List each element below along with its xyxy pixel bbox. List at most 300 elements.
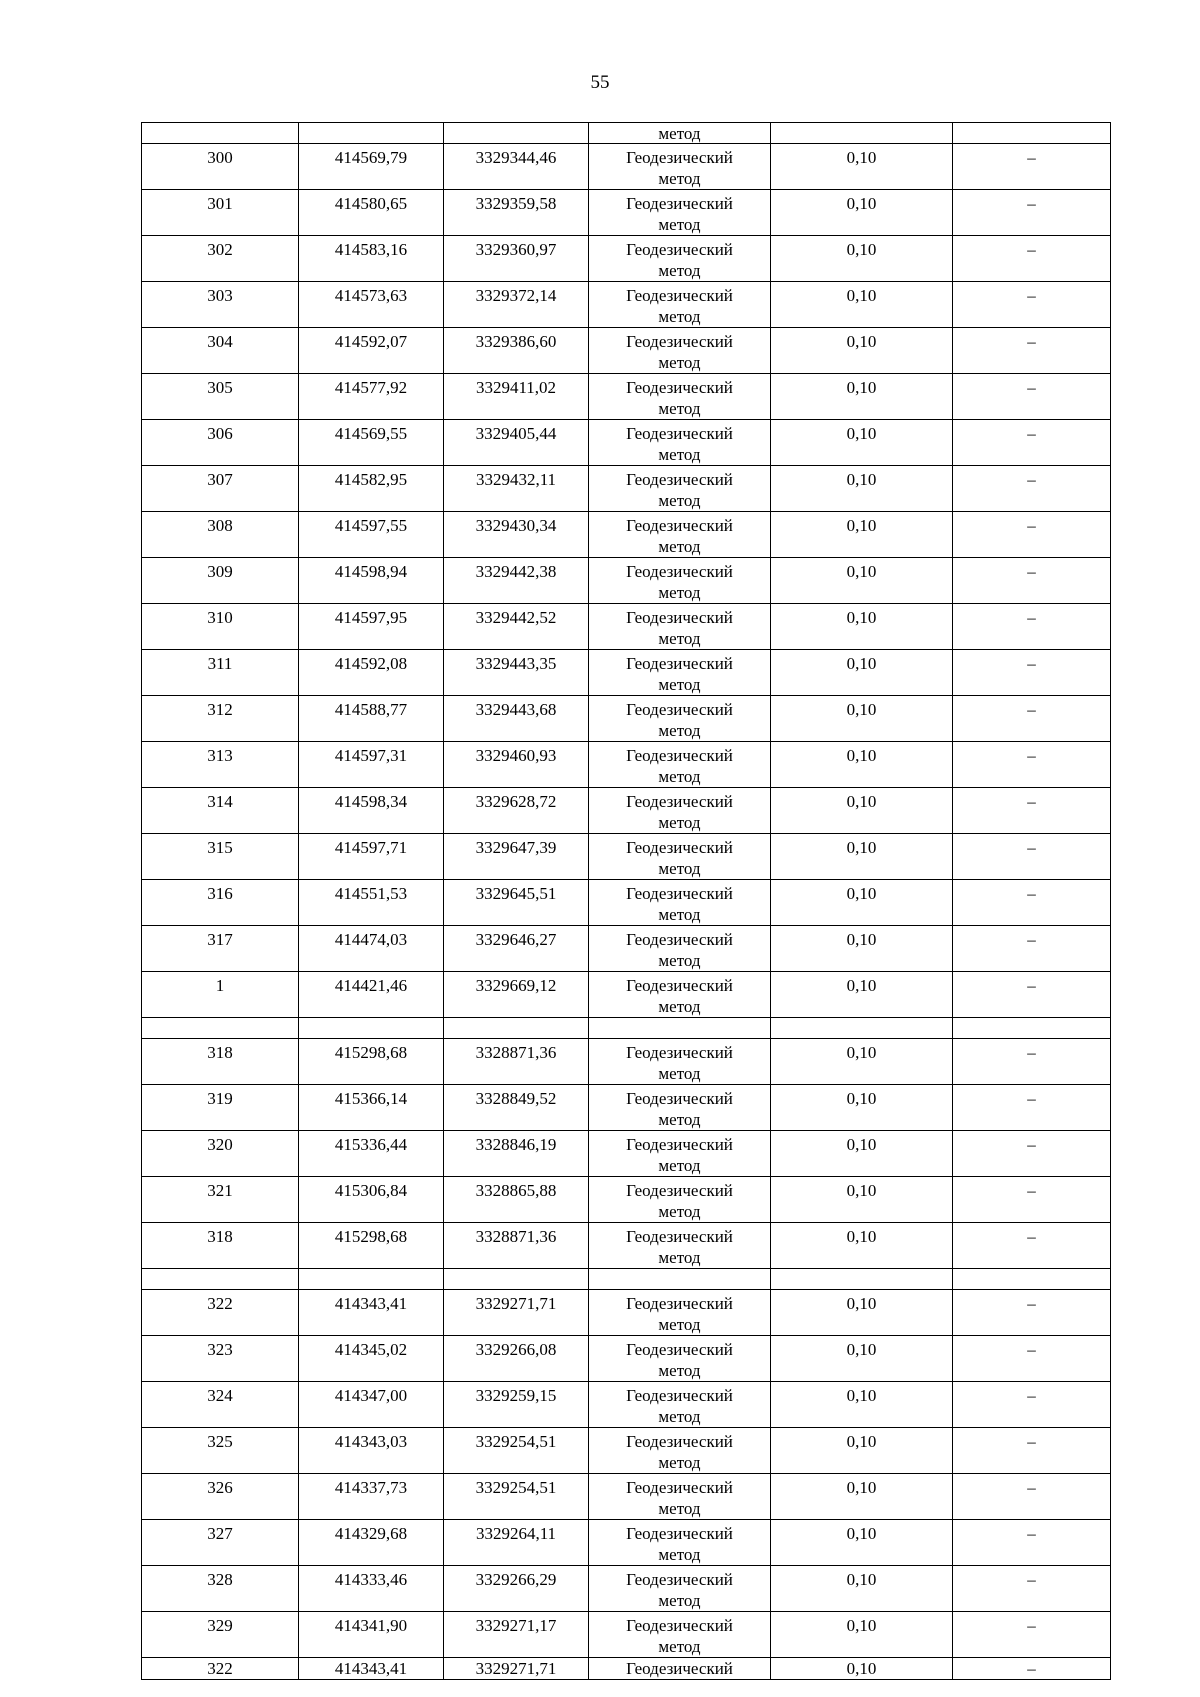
method-line-1: Геодезический	[626, 148, 733, 167]
table-row	[142, 236, 1111, 282]
cell-x-text: 414597,31	[334, 746, 408, 765]
cell-accuracy	[771, 512, 953, 558]
table-row	[142, 374, 1111, 420]
cell-point-number-text: 302	[207, 240, 233, 259]
cell-note	[953, 144, 1111, 190]
cell-note-text: –	[1027, 332, 1036, 351]
method-line-2: метод	[658, 1156, 701, 1175]
method-line-1: Геодезический	[626, 884, 733, 903]
cell-note-text: –	[1027, 792, 1036, 811]
table-row	[142, 1131, 1111, 1177]
cell-y	[444, 880, 589, 926]
cell-y	[444, 834, 589, 880]
cell-accuracy	[771, 696, 953, 742]
method-line-1: Геодезический	[626, 1340, 733, 1359]
method-line-1: Геодезический	[626, 1570, 733, 1589]
cell-note	[953, 1566, 1111, 1612]
cell-point-number-text: 307	[207, 470, 233, 489]
cell-y-text: 3329259,15	[475, 1386, 557, 1405]
method-line-1: Геодезический	[626, 1227, 733, 1246]
method-line-2: метод	[658, 813, 701, 832]
cell-y	[444, 1612, 589, 1658]
cell-note	[953, 1520, 1111, 1566]
cell-point-number	[142, 1290, 299, 1336]
cell-note	[953, 1428, 1111, 1474]
cell-y	[444, 926, 589, 972]
table-row	[142, 604, 1111, 650]
cell-note	[953, 1085, 1111, 1131]
cell-point-number-text: 318	[207, 1043, 233, 1062]
cell-point-number-text: 319	[207, 1089, 233, 1108]
cell-note	[953, 558, 1111, 604]
cell-x-text: 414598,94	[334, 562, 408, 581]
section-separator-row	[142, 1018, 1111, 1039]
cell-note-text: –	[1027, 148, 1036, 167]
cell-point-number-text: 315	[207, 838, 233, 857]
cell-x	[299, 604, 444, 650]
cell-accuracy	[771, 1658, 953, 1680]
cell-x	[299, 190, 444, 236]
cell-accuracy	[771, 788, 953, 834]
cell-point-number-text: 318	[207, 1227, 233, 1246]
table-row	[142, 834, 1111, 880]
table-row	[142, 1658, 1111, 1680]
cell-accuracy	[771, 742, 953, 788]
cell-x-text: 414343,41	[334, 1659, 408, 1678]
cell-note-text: –	[1027, 1432, 1036, 1451]
cell-point-number	[142, 972, 299, 1018]
cell-y	[444, 1085, 589, 1131]
cell-x-text: 414333,46	[334, 1570, 408, 1589]
cell-accuracy-text: 0,10	[846, 1043, 877, 1062]
cell-accuracy-text: 0,10	[846, 1570, 877, 1589]
cell-accuracy	[771, 144, 953, 190]
table-row	[142, 1382, 1111, 1428]
table-row	[142, 144, 1111, 190]
cell-point-number	[142, 696, 299, 742]
cell-note-text: –	[1027, 194, 1036, 213]
cell-point-number	[142, 1612, 299, 1658]
method-line-2: метод	[658, 491, 701, 510]
cell-accuracy-text: 0,10	[846, 1294, 877, 1313]
method-line-2: метод	[658, 997, 701, 1016]
cell-x	[299, 558, 444, 604]
table-row	[142, 742, 1111, 788]
method-line-2: метод	[658, 445, 701, 464]
cell-point-number	[142, 1520, 299, 1566]
cell-note	[953, 1039, 1111, 1085]
cell-note-text: –	[1027, 1294, 1036, 1313]
cell-point-number-text: 314	[207, 792, 233, 811]
method-line-1: Геодезический	[626, 746, 733, 765]
cell-x	[299, 1382, 444, 1428]
cell-accuracy	[771, 236, 953, 282]
cell-x-text: 414345,02	[334, 1340, 408, 1359]
cell-point-number	[142, 834, 299, 880]
cell-x	[299, 282, 444, 328]
cell-note	[953, 236, 1111, 282]
cell-note-text: –	[1027, 838, 1036, 857]
cell-accuracy-text: 0,10	[846, 286, 877, 305]
cell-note	[953, 1336, 1111, 1382]
cell-method	[589, 282, 771, 328]
cell-y	[444, 1290, 589, 1336]
cell-accuracy-text: 0,10	[846, 194, 877, 213]
cell-point-number	[142, 1658, 299, 1680]
coordinates-table	[141, 122, 1111, 1680]
cell-y-text: 3329405,44	[475, 424, 557, 443]
cell-x	[299, 1131, 444, 1177]
cell-y	[444, 144, 589, 190]
cell-point-number	[142, 1336, 299, 1382]
cell-accuracy-text: 0,10	[846, 1135, 877, 1154]
cell-accuracy-text: 0,10	[846, 148, 877, 167]
cell-note-text: –	[1027, 240, 1036, 259]
cell-y-text: 3328849,52	[475, 1089, 557, 1108]
cell-x-text: 414592,07	[334, 332, 408, 351]
cell-x-text: 414597,71	[334, 838, 408, 857]
cell-y	[444, 1474, 589, 1520]
cell-method	[589, 1336, 771, 1382]
cell-point-number-text: 316	[207, 884, 233, 903]
cell-note-text: –	[1027, 884, 1036, 903]
cell-note-text: –	[1027, 1227, 1036, 1246]
method-line-1: Геодезический	[626, 700, 733, 719]
table-row	[142, 466, 1111, 512]
cell-point-number	[142, 650, 299, 696]
cell-note-text: –	[1027, 1043, 1036, 1062]
method-line-1: Геодезический	[626, 930, 733, 949]
cell-accuracy	[771, 466, 953, 512]
cell-method	[589, 1290, 771, 1336]
method-line-2: метод	[658, 399, 701, 418]
cell-note-text: –	[1027, 470, 1036, 489]
cell-note-text: –	[1027, 976, 1036, 995]
method-line-2: метод	[658, 905, 701, 924]
cell-x-text: 414582,95	[334, 470, 408, 489]
cell-method	[589, 1018, 771, 1039]
cell-note	[953, 926, 1111, 972]
cell-accuracy	[771, 1566, 953, 1612]
method-line-1: Геодезический	[626, 1659, 733, 1678]
table-row	[142, 1290, 1111, 1336]
cell-x	[299, 1658, 444, 1680]
cell-method	[589, 558, 771, 604]
cell-accuracy	[771, 282, 953, 328]
cell-point-number	[142, 1018, 299, 1039]
method-line-1: Геодезический	[626, 1294, 733, 1313]
cell-y-text: 3329432,11	[475, 470, 557, 489]
cell-note-text: –	[1027, 608, 1036, 627]
cell-method	[589, 144, 771, 190]
cell-accuracy-text: 0,10	[846, 1181, 877, 1200]
cell-accuracy	[771, 1290, 953, 1336]
cell-accuracy	[771, 328, 953, 374]
cell-point-number	[142, 1177, 299, 1223]
cell-note-text: –	[1027, 700, 1036, 719]
table-row	[142, 972, 1111, 1018]
method-line-2: метод	[658, 721, 701, 740]
cell-x	[299, 1520, 444, 1566]
cell-y-text: 3329430,34	[475, 516, 557, 535]
cell-accuracy-text: 0,10	[846, 1659, 877, 1678]
cell-x	[299, 420, 444, 466]
cell-point-number	[142, 328, 299, 374]
method-line-1: Геодезический	[626, 1386, 733, 1405]
cell-x-text: 415306,84	[334, 1181, 408, 1200]
method-line-2: метод	[658, 1361, 701, 1380]
table-row	[142, 788, 1111, 834]
cell-accuracy-text: 0,10	[846, 792, 877, 811]
table-row	[142, 1336, 1111, 1382]
cell-y	[444, 190, 589, 236]
method-line-2: метод	[658, 629, 701, 648]
cell-x-text: 414569,79	[334, 148, 408, 167]
cell-note-text: –	[1027, 1089, 1036, 1108]
cell-note	[953, 1382, 1111, 1428]
cell-point-number-text: 322	[207, 1659, 233, 1678]
continuation-row	[142, 123, 1111, 144]
cell-x	[299, 696, 444, 742]
cell-point-number-text: 328	[207, 1570, 233, 1589]
cell-x	[299, 650, 444, 696]
method-line-1: Геодезический	[626, 608, 733, 627]
table-row	[142, 420, 1111, 466]
cell-method	[589, 696, 771, 742]
cell-accuracy-text: 0,10	[846, 654, 877, 673]
cell-accuracy	[771, 972, 953, 1018]
cell-x	[299, 374, 444, 420]
cell-method	[589, 788, 771, 834]
cell-accuracy-text: 0,10	[846, 470, 877, 489]
cell-point-number	[142, 1566, 299, 1612]
cell-accuracy-text: 0,10	[846, 884, 877, 903]
cell-x	[299, 1085, 444, 1131]
cell-y	[444, 512, 589, 558]
method-line-1: Геодезический	[626, 378, 733, 397]
cell-x-text: 414577,92	[334, 378, 408, 397]
cell-accuracy	[771, 374, 953, 420]
cell-y	[444, 420, 589, 466]
cell-method	[589, 512, 771, 558]
cell-point-number-text: 321	[207, 1181, 233, 1200]
cell-point-number-text: 310	[207, 608, 233, 627]
cell-accuracy	[771, 558, 953, 604]
cell-accuracy	[771, 1039, 953, 1085]
cell-y	[444, 1039, 589, 1085]
cell-accuracy-text: 0,10	[846, 516, 877, 535]
cell-note	[953, 123, 1111, 144]
cell-accuracy-text: 0,10	[846, 1616, 877, 1635]
method-line-2: метод	[658, 951, 701, 970]
cell-accuracy	[771, 1177, 953, 1223]
cell-accuracy	[771, 420, 953, 466]
cell-accuracy	[771, 1382, 953, 1428]
cell-point-number-text: 1	[215, 976, 225, 995]
table-row	[142, 1177, 1111, 1223]
section-separator-row	[142, 1269, 1111, 1290]
page-number: 55	[590, 72, 610, 93]
cell-note	[953, 1131, 1111, 1177]
cell-method	[589, 1566, 771, 1612]
cell-x-text: 414597,55	[334, 516, 408, 535]
cell-x	[299, 972, 444, 1018]
cell-method	[589, 328, 771, 374]
cell-x-text: 414588,77	[334, 700, 408, 719]
cell-point-number	[142, 236, 299, 282]
method-line-2: метод	[658, 1202, 701, 1221]
cell-accuracy-text: 0,10	[846, 930, 877, 949]
cell-y	[444, 1269, 589, 1290]
cell-point-number-text: 313	[207, 746, 233, 765]
cell-y	[444, 696, 589, 742]
cell-point-number	[142, 1428, 299, 1474]
cell-point-number-text: 317	[207, 930, 233, 949]
method-line-1: Геодезический	[626, 194, 733, 213]
cell-y-text: 3329460,93	[475, 746, 557, 765]
cell-point-number-text: 322	[207, 1294, 233, 1313]
cell-point-number	[142, 512, 299, 558]
cell-note	[953, 1658, 1111, 1680]
method-line-1: Геодезический	[626, 976, 733, 995]
cell-x	[299, 512, 444, 558]
cell-note	[953, 1177, 1111, 1223]
method-line-1: Геодезический	[626, 240, 733, 259]
cell-y-text: 3329271,71	[475, 1294, 557, 1313]
cell-y	[444, 650, 589, 696]
cell-y	[444, 374, 589, 420]
cell-y	[444, 236, 589, 282]
table-row	[142, 926, 1111, 972]
cell-y-text: 3329266,08	[475, 1340, 557, 1359]
method-line-2: метод	[658, 1315, 701, 1334]
cell-point-number	[142, 1039, 299, 1085]
cell-note	[953, 420, 1111, 466]
table-row	[142, 650, 1111, 696]
cell-method	[589, 190, 771, 236]
method-line-2: метод	[658, 353, 701, 372]
cell-y-text: 3329271,17	[475, 1616, 557, 1635]
cell-y-text: 3329264,11	[475, 1524, 557, 1543]
cell-point-number-text: 324	[207, 1386, 233, 1405]
table-row	[142, 1428, 1111, 1474]
cell-x	[299, 236, 444, 282]
cell-method	[589, 926, 771, 972]
method-line-2: метод	[658, 1110, 701, 1129]
cell-note-text: –	[1027, 1524, 1036, 1543]
cell-accuracy	[771, 880, 953, 926]
method-line-1: Геодезический	[626, 1616, 733, 1635]
cell-y	[444, 558, 589, 604]
cell-accuracy	[771, 1428, 953, 1474]
cell-accuracy-text: 0,10	[846, 332, 877, 351]
cell-method	[589, 1658, 771, 1680]
method-line-2: метод	[658, 675, 701, 694]
cell-x	[299, 742, 444, 788]
cell-x	[299, 926, 444, 972]
cell-x	[299, 1269, 444, 1290]
cell-point-number	[142, 1085, 299, 1131]
cell-method	[589, 374, 771, 420]
cell-accuracy-text: 0,10	[846, 746, 877, 765]
cell-x	[299, 1018, 444, 1039]
cell-point-number	[142, 926, 299, 972]
cell-point-number	[142, 604, 299, 650]
table-row	[142, 696, 1111, 742]
table-row	[142, 190, 1111, 236]
cell-method	[589, 834, 771, 880]
cell-point-number	[142, 1474, 299, 1520]
cell-point-number-text: 304	[207, 332, 233, 351]
cell-method	[589, 880, 771, 926]
cell-note-text: –	[1027, 1386, 1036, 1405]
cell-x-text: 414474,03	[334, 930, 408, 949]
method-line-1: Геодезический	[626, 792, 733, 811]
cell-point-number-text: 311	[207, 654, 233, 673]
cell-x-text: 414583,16	[334, 240, 408, 259]
cell-accuracy-text: 0,10	[846, 700, 877, 719]
cell-y-text: 3329372,14	[475, 286, 557, 305]
cell-y	[444, 1336, 589, 1382]
cell-x-text: 414598,34	[334, 792, 408, 811]
cell-y-text: 3329647,39	[475, 838, 557, 857]
cell-x-text: 415298,68	[334, 1227, 408, 1246]
cell-accuracy	[771, 1269, 953, 1290]
cell-note	[953, 972, 1111, 1018]
cell-method	[589, 466, 771, 512]
cell-method	[589, 1085, 771, 1131]
cell-point-number	[142, 144, 299, 190]
cell-point-number	[142, 1223, 299, 1269]
table-row	[142, 1520, 1111, 1566]
cell-y	[444, 1566, 589, 1612]
cell-accuracy-text: 0,10	[846, 424, 877, 443]
cell-note	[953, 1269, 1111, 1290]
cell-y-text: 3329646,27	[475, 930, 557, 949]
cell-accuracy	[771, 1336, 953, 1382]
cell-method	[589, 1223, 771, 1269]
cell-y-text: 3329254,51	[475, 1432, 557, 1451]
cell-accuracy	[771, 1223, 953, 1269]
cell-accuracy	[771, 604, 953, 650]
cell-x	[299, 1290, 444, 1336]
cell-point-number-text: 320	[207, 1135, 233, 1154]
method-line-2: метод	[658, 1453, 701, 1472]
cell-y-text: 3329254,51	[475, 1478, 557, 1497]
cell-x-text: 414341,90	[334, 1616, 408, 1635]
cell-point-number	[142, 1131, 299, 1177]
cell-x	[299, 1428, 444, 1474]
cell-note-text: –	[1027, 1616, 1036, 1635]
cell-accuracy-text: 0,10	[846, 1340, 877, 1359]
cell-note-text: –	[1027, 1478, 1036, 1497]
method-line-1: Геодезический	[626, 562, 733, 581]
cell-y	[444, 1177, 589, 1223]
cell-accuracy-text: 0,10	[846, 1089, 877, 1108]
method-line-1: Геодезический	[626, 516, 733, 535]
method-line-1: Геодезический	[626, 838, 733, 857]
cell-note	[953, 880, 1111, 926]
cell-x	[299, 1612, 444, 1658]
cell-note	[953, 742, 1111, 788]
cell-point-number	[142, 880, 299, 926]
cell-x	[299, 1039, 444, 1085]
method-line-2: метод	[658, 583, 701, 602]
cell-y-text: 3329645,51	[475, 884, 557, 903]
cell-method	[589, 236, 771, 282]
cell-x-text: 414343,03	[334, 1432, 408, 1451]
table-row	[142, 1612, 1111, 1658]
